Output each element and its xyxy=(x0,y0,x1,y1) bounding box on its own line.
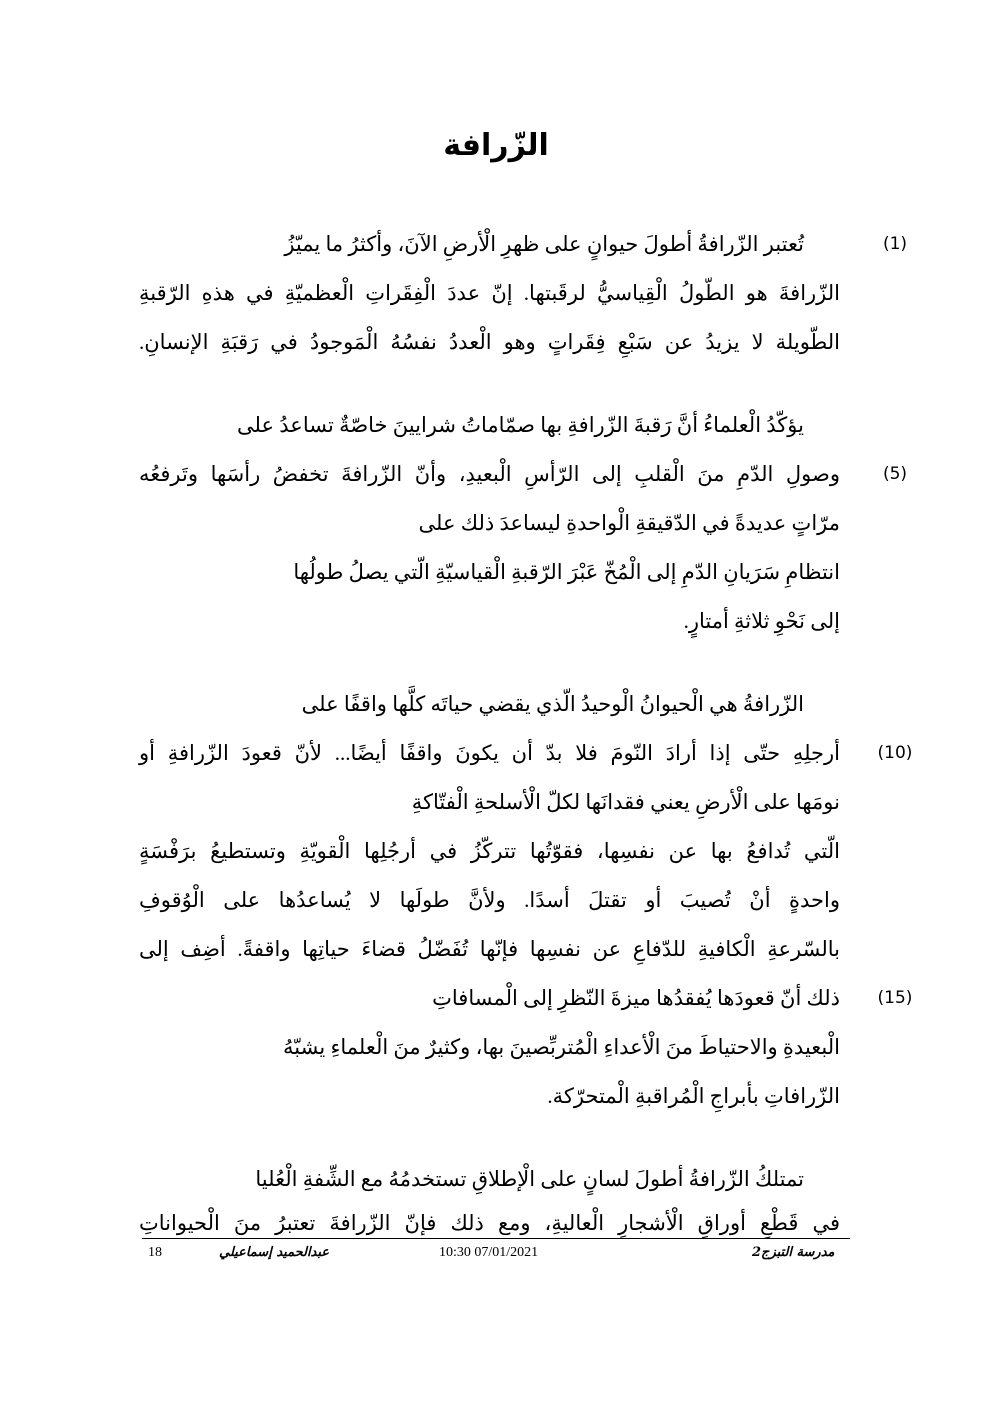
text-line-17: الزّرافاتِ بأبراجِ الْمُراقبةِ الْمتحرّكة. xyxy=(547,1084,840,1108)
text-line-4: يؤكّدُ الْعلماءُ أنَّ رَقبةَ الزّرافةِ بها صمّاماتُ شرايينَ خاصّةٌ تساعدُ على xyxy=(237,413,804,437)
text-line-3: الطّويلة لا يزيدُ عن سَبْعِ فِقَراتٍ وهو الْعددُ نفسُهُ الْمَوجودُ في رَقبَةِ الإنسانِ. xyxy=(139,330,840,354)
text-line-14: بالسّرعةِ الْكافيةِ للدّفاعِ عن نفسِها فإنّها تُفَضّلُ قضاءَ حياتِها واقفةً. أضِف إلى xyxy=(139,937,840,961)
line-number-1: (1) xyxy=(882,234,908,254)
line-number-15: (15) xyxy=(877,988,913,1008)
text-line-9: الزّرافةُ هي الْحيوانُ الْوحيدُ الّذي يقضي حياتَه كلَّها واقفًا على xyxy=(301,692,804,716)
line-number-10: (10) xyxy=(877,743,913,763)
text-line-12: الّتي تُدافعُ بها عن نفسِها، فقوّتُها تتركّزُ في أرجُلِها الْقويّةِ وتستطيعُ برَفْسَةٍ xyxy=(139,839,840,863)
text-line-18: تمتلكُ الزّرافةُ أطولَ لسانٍ على الْإطلاقِ تستخدمُهُ مع الشِّفةِ الْعُليا xyxy=(255,1167,804,1191)
text-line-16: الْبعيدةِ والاحتياطَ منَ الْأعداءِ الْمُتربِّصينَ بها، وكثيرٌ منَ الْعلماءِ يشبّهُ xyxy=(283,1035,840,1059)
text-line-1: تُعتبر الزّرافةُ أطولَ حيوانٍ على ظهرِ الْأرضِ الآنَ، وأكثرُ ما يميّزُ xyxy=(284,232,804,256)
footer-date: 10:30 07/01/2021 xyxy=(439,1245,539,1260)
page-title: الزّرافة xyxy=(443,128,549,163)
footer-page-number: 18 xyxy=(148,1245,162,1260)
text-line-5: وصولِ الدّمِ منَ الْقلبِ إلى الرّأسِ الْبعيدِ، وأنّ الزّرافةَ تخفضُ رأسَها وتَرفعُه xyxy=(139,462,840,486)
footer-school: مدرسة التبزج2 xyxy=(752,1245,835,1260)
text-line-13: واحدةٍ أنْ تُصيبَ أو تقتلَ أسدًا. ولأنَّ طولَها لا يُساعدُها على الْوُقوفِ xyxy=(139,888,840,912)
footer-author: عبدالحميد إسماعيلي xyxy=(219,1245,330,1260)
footer-rule xyxy=(142,1238,850,1239)
line-number-5: (5) xyxy=(882,464,908,484)
text-line-15: ذلك أنّ قعودَها يُفقدُها ميزةَ النّظرِ إلى الْمسافاتِ xyxy=(432,986,840,1010)
text-line-19: في قَطْعِ أوراقِ الْأشجارِ الْعاليةِ، ومع ذلك فإنّ الزّرافةَ تعتبرُ منَ الْحيواناتِ xyxy=(139,1211,840,1235)
text-line-7: انتظامِ سَرَيانِ الدّمِ إلى الْمُخّ عَبْرَ الرّقبةِ الْقياسيّةِ الّتي يصلُ طولُها xyxy=(293,560,840,584)
text-line-8: إلى نَحْوِ ثلاثةِ أمتارٍ. xyxy=(683,609,840,633)
text-line-6: مرّاتٍ عديدةً في الدّقيقةِ الْواحدةِ ليساعدَ ذلك على xyxy=(418,511,840,535)
text-line-2: الزّرافةَ هو الطّولُ الْقِياسيُّ لرقَبتها. إنّ عددَ الْفِقَراتِ الْعظميّةِ في هذهِ الرّقبةِ xyxy=(139,281,840,305)
text-line-11: نومَها على الْأرضِ يعني فقدانَها لكلّ الْأسلحةِ الْفتّاكةِ xyxy=(411,790,840,814)
text-line-10: أرجلِهِ حتّى إذا أرادَ النّومَ فلا بدّ أن يكونَ واقفًا أيضًا... لأنّ قعودَ الزّرافةِ أو xyxy=(139,741,840,765)
